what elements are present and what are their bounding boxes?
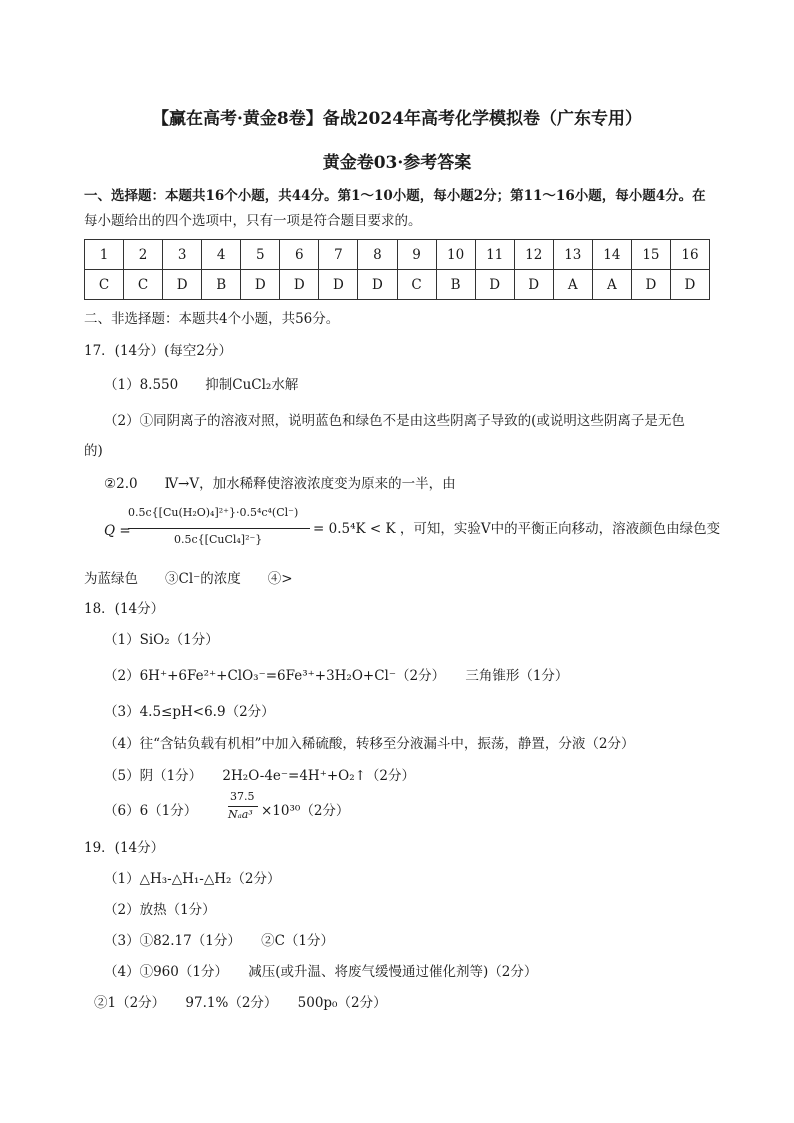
q17-formula-numerator: 0.5c{[Cu(H₂O)₄]²⁺}·0.5⁴c⁴(Cl⁻) (128, 506, 299, 519)
q18-part2: （2）6H⁺+6Fe²⁺+ClO₃⁻=6Fe³⁺+3H₂O+Cl⁻（2分） 三角锥形（1分） (104, 668, 569, 684)
answer-cell: D (241, 270, 280, 300)
answer-cell: D (475, 270, 514, 300)
q19-head: 19．(14分） (84, 840, 165, 856)
question-number-cell: 14 (592, 240, 631, 270)
q18-head: 18．(14分） (84, 601, 165, 617)
q17-formula-rhs: = 0.5⁴K < K ，可知，实验Ⅴ中的平衡正向移动，溶液颜色由绿色变 (313, 521, 721, 537)
q17-part1: （1）8.550 抑制CuCl₂水解 (104, 377, 299, 393)
q17-part2-line1: （2）①同阴离子的溶液对照，说明蓝色和绿色不是由这些阴离子导致的(或说明这些阴离子是无色 (104, 413, 685, 429)
q18-fraction-numerator: 37.5 (230, 790, 255, 803)
q17-formula-bar (128, 528, 310, 529)
answer-cell: D (319, 270, 358, 300)
q17-part2-sub3: 为蓝绿色 ③Cl⁻的浓度 ④> (84, 571, 293, 587)
answer-cell: A (553, 270, 592, 300)
q19-part1: （1）△H₃-△H₁-△H₂（2分） (104, 871, 281, 887)
q17-part2-line2: 的) (84, 443, 103, 459)
q19-part4-sub2: ②1（2分） 97.1%（2分） 500p₀（2分） (94, 995, 387, 1011)
q19-part4: （4）①960（1分） 减压(或升温、将废气缓慢通过催化剂等)（2分） (104, 964, 538, 980)
answer-table-numbers-row (85, 240, 710, 270)
answer-table-answers-row (85, 270, 710, 300)
answer-cell: D (670, 270, 709, 300)
q17-formula-denominator: 0.5c{[CuCl₄]²⁻} (174, 533, 263, 546)
question-number-cell: 7 (319, 240, 358, 270)
answer-cell: D (631, 270, 670, 300)
answer-cell: D (280, 270, 319, 300)
q18-part6-prefix: （6）6（1分） (104, 803, 198, 819)
answer-cell: B (436, 270, 475, 300)
answer-cell: C (85, 270, 124, 300)
question-number-cell: 16 (670, 240, 709, 270)
q18-part1: （1）SiO₂（1分） (104, 632, 219, 648)
question-number-cell: 10 (436, 240, 475, 270)
q17-head: 17．(14分）(每空2分） (84, 343, 232, 359)
question-number-cell: 6 (280, 240, 319, 270)
section2-intro: 二、非选择题：本题共4个小题，共56分。 (84, 311, 340, 327)
question-number-cell: 12 (514, 240, 553, 270)
answer-cell: D (163, 270, 202, 300)
document-title: 【赢在高考·黄金8卷】备战2024年高考化学模拟卷（广东专用） (151, 109, 643, 129)
question-number-cell: 3 (163, 240, 202, 270)
answer-cell: C (397, 270, 436, 300)
q19-part2: （2）放热（1分） (104, 902, 216, 918)
question-number-cell: 8 (358, 240, 397, 270)
q19-part3: （3）①82.17（1分） ②C（1分） (104, 933, 334, 949)
answer-cell: A (592, 270, 631, 300)
q17-formula-q: Q = (104, 523, 131, 539)
answer-cell: C (124, 270, 163, 300)
question-number-cell: 4 (202, 240, 241, 270)
q17-part2-sub2: ②2.0 Ⅳ→Ⅴ，加水稀释使溶液浓度变为原来的一半，由 (104, 476, 456, 492)
q18-part6-suffix: ×10³⁰（2分） (261, 803, 350, 819)
section1-intro-line2: 每小题给出的四个选项中，只有一项是符合题目要求的。 (84, 213, 422, 229)
q18-part5: （5）阴（1分） 2H₂O-4e⁻=4H⁺+O₂↑（2分） (104, 768, 416, 784)
question-number-cell: 1 (85, 240, 124, 270)
answer-table (84, 239, 710, 300)
question-number-cell: 2 (124, 240, 163, 270)
question-number-cell: 13 (553, 240, 592, 270)
question-number-cell: 11 (475, 240, 514, 270)
question-number-cell: 9 (397, 240, 436, 270)
q18-part3: （3）4.5≤pH<6.9（2分） (104, 704, 275, 720)
document-subtitle: 黄金卷03·参考答案 (322, 153, 472, 173)
question-number-cell: 5 (241, 240, 280, 270)
answer-cell: D (514, 270, 553, 300)
q18-fraction-denominator: Nₐa³ (228, 808, 253, 821)
answer-cell: B (202, 270, 241, 300)
answer-cell: D (358, 270, 397, 300)
question-number-cell: 15 (631, 240, 670, 270)
section1-intro-line1: 一、选择题：本题共16个小题，共44分。第1～10小题，每小题2分；第11～16小题，每小题4分。在 (84, 188, 706, 204)
q18-fraction-bar (228, 806, 258, 807)
q18-part4: （4）往“含钴负载有机相”中加入稀硫酸，转移至分液漏斗中，振荡，静置，分液（2分） (104, 736, 635, 752)
